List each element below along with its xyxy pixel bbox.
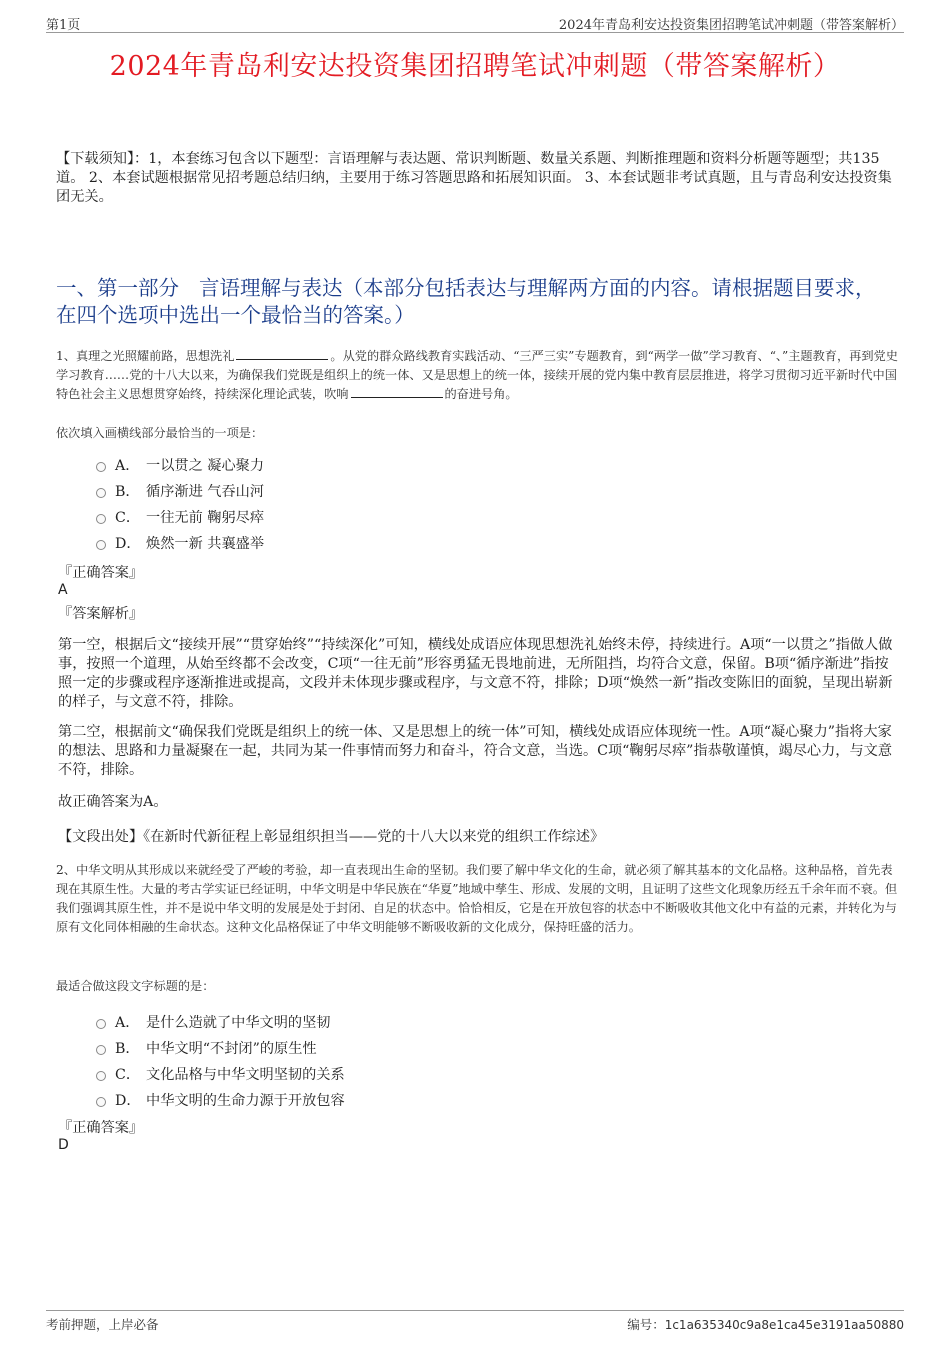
question-1-text: 1、真理之光照耀前路，思想洗礼 。从党的群众路线教育实践活动、“三严三实”专题教育，到“两学一做”学习教育、“、”主题教育，再到党史学习教育……党的十八大以来，为确保我们党既是组织上的统一体、又是思想上的统一体，接续开展的党内集中教育层层推进，将学习贯彻习近平新时代中国特色社会主义思想贯穿始终，持续深化理论武装，吹响 的奋进号角。 (56, 349, 898, 401)
answer-label-1: 『正确答案』 (58, 565, 144, 581)
radio-icon[interactable] (96, 514, 106, 524)
page-number: 第1页 (46, 18, 81, 33)
document-title: 2024年青岛利安达投资集团招聘笔试冲刺题（带答案解析） (109, 51, 841, 82)
analysis-paragraph-1: 第一空，根据后文“接续开展”“贯穿始终”“持续深化”可知，横线处成语应体现思想洗礼始终未停，持续进行。A项“一以贯之”指做人做事，按照一个道理，从始至终都不会改变，C项“一往无前”形容勇猛无畏地前进，无所阻挡，均符合文意，保留。B项“循序渐进”指按照一定的步骤或程序逐渐推进或提高，文段并未体现步骤或程序，与文意不符，排除；D项“焕然一新”指改变陈旧的面貌，呈现出崭新的样子，与文意不符，排除。 (58, 637, 893, 710)
section-title: 言语理解与表达（本部分包括表达与理解两方面的内容。请根据题目要求，在四个选项中选出一个最恰当的答案。） (56, 276, 876, 327)
analysis-conclusion: 故正确答案为A。 (58, 794, 168, 810)
option-d[interactable]: D． 中华文明的生命力源于开放包容 (96, 1087, 345, 1113)
fill-blank-2 (351, 385, 443, 398)
question-1-prompt: 依次填入画横线部分最恰当的一项是： (56, 426, 264, 440)
option-c[interactable]: C． 一往无前 鞠躬尽瘁 (96, 504, 264, 530)
answer-label-2: 『正确答案』 (58, 1120, 144, 1136)
answer-value-2: D (58, 1137, 69, 1153)
radio-icon[interactable] (96, 1019, 106, 1029)
option-b[interactable]: B． 循序渐进 气吞山河 (96, 478, 264, 504)
passage-source: 【文段出处】《在新时代新征程上彰显组织担当——党的十八大以来党的组织工作综述》 (58, 829, 605, 845)
radio-icon[interactable] (96, 540, 106, 550)
question-2-prompt: 最适合做这段文字标题的是： (56, 979, 215, 993)
radio-icon[interactable] (96, 1071, 106, 1081)
option-d[interactable]: D． 焕然一新 共襄盛举 (96, 530, 264, 556)
option-b[interactable]: B． 中华文明“不封闭”的原生性 (96, 1035, 345, 1061)
section-part: 一、第一部分 (56, 276, 179, 300)
page-header (46, 12, 904, 33)
radio-icon[interactable] (96, 1097, 106, 1107)
analysis-paragraph-2: 第二空，根据前文“确保我们党既是组织上的统一体、又是思想上的统一体”可知，横线处成语应体现统一性。A项“凝心聚力”指将大家的想法、思路和力量凝聚在一起，共同为某一件事情而努力和奋斗，符合文意，当选。C项“鞠躬尽瘁”指恭敬谨慎，竭尽心力，与文意不符，排除。 (58, 724, 893, 778)
option-a[interactable]: A． 是什么造就了中华文明的坚韧 (96, 1009, 345, 1035)
radio-icon[interactable] (96, 488, 106, 498)
radio-icon[interactable] (96, 1045, 106, 1055)
section-heading (56, 275, 894, 329)
question-2-options (96, 1009, 345, 1113)
footer-slogan: 考前押题，上岸必备 (46, 1317, 159, 1332)
option-a[interactable]: A． 一以贯之 凝心聚力 (96, 452, 264, 478)
question-2-text: 2、中华文明从其形成以来就经受了严峻的考验，却一直表现出生命的坚韧。我们要了解中华文化的生命，就必须了解其基本的文化品格。这种品格，首先表现在其原生性。大量的考古学实证已经证明，中华文明是中华民族在“华夏”地域中孳生、形成、发展的文明，且证明了这些文化现象历经五千余年而不衰。但我们强调其原生性，并不是说中华文明的发展是处于封闭、自足的状态中。恰恰相反，它是在开放包容的状态中不断吸收其他文化中有益的元素，并转化为与原有文化同体相融的生命状态。这种文化品格保证了中华文明能够不断吸收新的文化成分，保持旺盛的活力。 (56, 863, 898, 934)
header-doc-title: 2024年青岛利安达投资集团招聘笔试冲刺题（带答案解析） (558, 18, 904, 33)
analysis-label-1: 『答案解析』 (58, 606, 144, 622)
fill-blank-1 (236, 347, 328, 360)
answer-value-1: A (58, 582, 68, 598)
document-code: 编号：1c1a635340c9a8e1ca45e3191aa50880 (627, 1317, 904, 1332)
page-footer (46, 1310, 904, 1335)
download-notice: 【下载须知】：1，本套练习包含以下题型：言语理解与表达题、常识判断题、数量关系题、判断推理题和资料分析题等题型；共135道。 2、本套试题根据常见招考题总结归纳，主要用于练习答题思路和拓展知识面。 3、本套试题非考试真题，且与青岛利安达投资集团无关。 (56, 151, 892, 205)
question-1-options (96, 452, 264, 556)
radio-icon[interactable] (96, 462, 106, 472)
option-c[interactable]: C． 文化品格与中华文明坚韧的关系 (96, 1061, 345, 1087)
